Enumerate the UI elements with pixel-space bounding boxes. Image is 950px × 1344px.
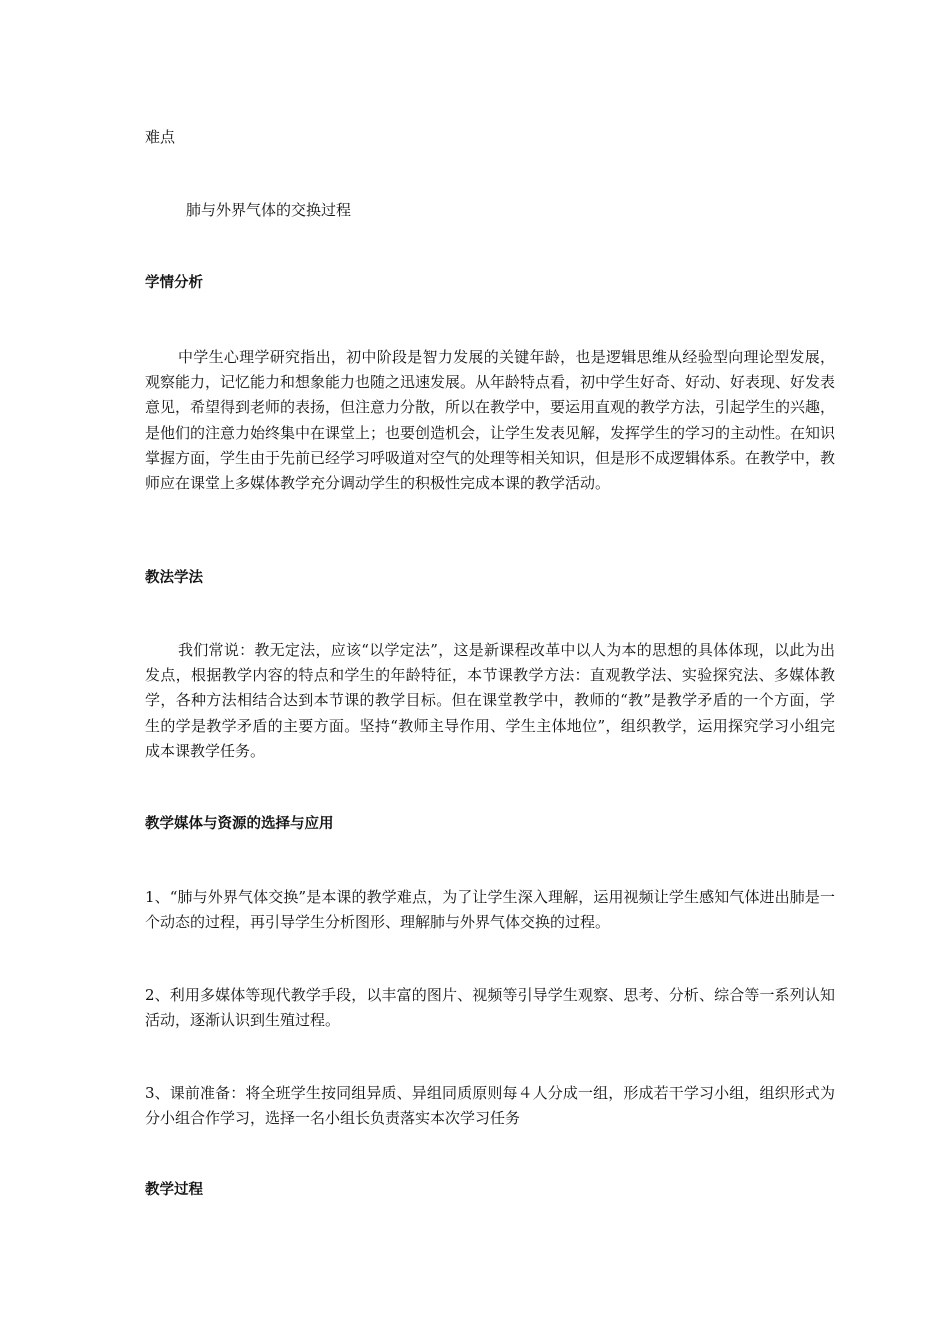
learner-analysis-heading: 学情分析: [145, 274, 203, 291]
media-item-2: 2、利用多媒体等现代教学手段，以丰富的图片、视频等引导学生观察、思考、分析、综合等一系列认知活动，逐渐认识到生殖过程。: [145, 986, 835, 1030]
media-item-1: 1、“肺与外界气体交换”是本课的教学难点，为了让学生深入理解，运用视频让学生感知气体进出肺是一个动态的过程，再引导学生分析图形、理解肺与外界气体交换的过程。: [145, 888, 835, 932]
media-resources-heading: 教学媒体与资源的选择与应用: [145, 815, 334, 832]
teaching-methods-heading: 教法学法: [145, 569, 203, 586]
difficulty-content: 肺与外界气体的交换过程: [186, 201, 352, 219]
teaching-methods-paragraph: 我们常说：教无定法，应该“以学定法”，这是新课程改革中以人为本的思想的具体体现，以此为出发点，根据教学内容的特点和学生的年龄特征，本节课教学方法：直观教学法、实验探究法、多媒体教学，各种方法相结合达到本节课的教学目标。但在课堂教学中，教师的“教”是教学矛盾的一个方面，学生的学是教学矛盾的主要方面。坚持“教师主导作用、学生主体地位”，组织教学，运用探究学习小组完成本课教学任务。: [145, 641, 835, 760]
difficulty-heading: 难点: [145, 128, 176, 146]
teaching-process-heading: 教学过程: [145, 1181, 203, 1198]
media-item-3: 3、课前准备：将全班学生按同组异质、异组同质原则每４人分成一组，形成若干学习小组，组织形式为分小组合作学习，选择一名小组长负责落实本次学习任务: [145, 1084, 835, 1128]
learner-analysis-paragraph: 中学生心理学研究指出，初中阶段是智力发展的关键年龄，也是逻辑思维从经验型向理论型发展，观察能力，记忆能力和想象能力也随之迅速发展。从年龄特点看，初中学生好奇、好动、好表现、好发表意见，希望得到老师的表扬，但注意力分散，所以在教学中，要运用直观的教学方法，引起学生的兴趣，是他们的注意力始终集中在课堂上；也要创造机会，让学生发表见解，发挥学生的学习的主动性。在知识掌握方面，学生由于先前已经学习呼吸道对空气的处理等相关知识，但是形不成逻辑体系。在教学中，教师应在课堂上多媒体教学充分调动学生的积极性完成本课的教学活动。: [145, 348, 836, 493]
